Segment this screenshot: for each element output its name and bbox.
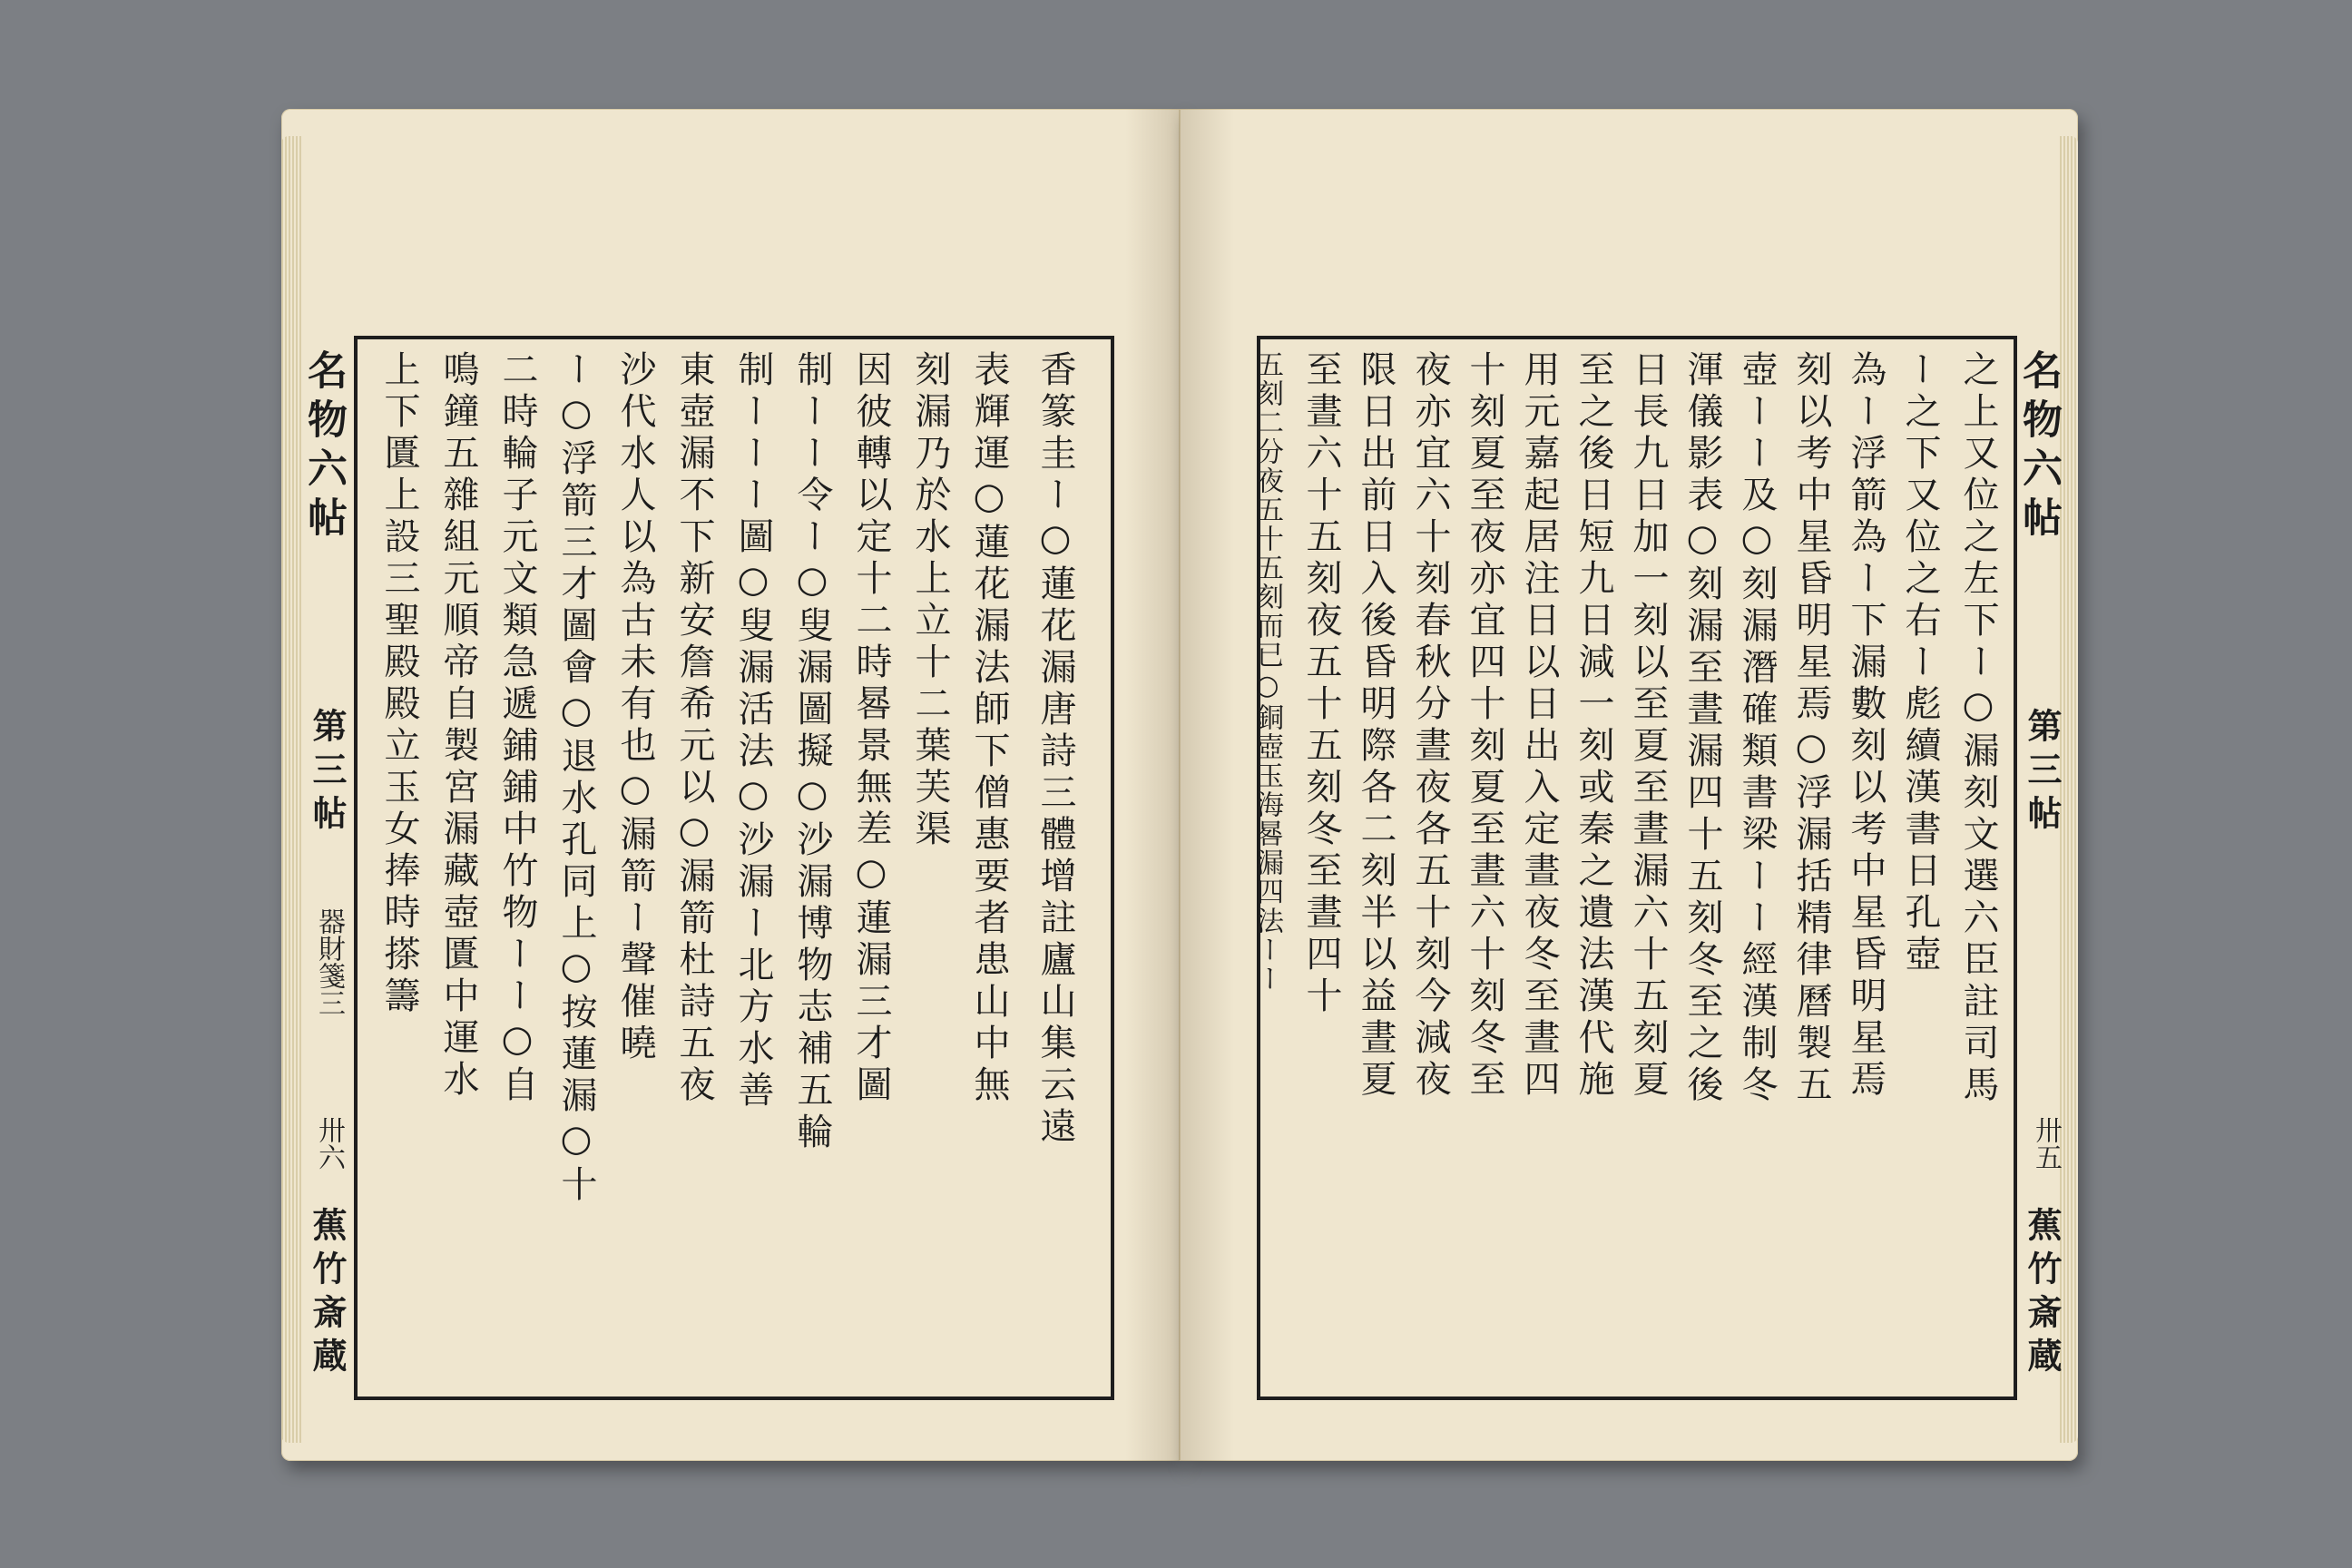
left-column-12: 上下匱上設三聖殿殿立玉女捧時搽籌 <box>378 350 420 1018</box>
left-column-4: 因彼轉以定十二時晷景無差○蓮漏三才圖 <box>850 350 892 1107</box>
right-folio-number: 卅五 <box>2030 1116 2062 1171</box>
right-margin-title: 名物六帖 <box>2015 349 2062 545</box>
right-gutter-shadow <box>1180 109 1234 1461</box>
left-page <box>281 109 1180 1461</box>
right-column-9: 用元嘉起居注日以日出入定晝夜冬至晝四 <box>1518 350 1560 1102</box>
left-chapter-label: 器財箋三 <box>313 907 345 1016</box>
right-column-4: 刻以考中星昏明星焉○浮漏括精律曆製五 <box>1790 350 1832 1107</box>
right-column-8: 至之後日短九日減一刻或秦之遺法漢代施 <box>1573 350 1614 1102</box>
right-column-12: 限日出前日入後昏明際各二刻半以益晝夏 <box>1355 350 1396 1102</box>
right-column-6: 渾儀影表○刻漏至晝漏四十五刻冬至之後 <box>1681 350 1723 1107</box>
left-column-6: 制ーーー圖○叟漏活法○沙漏ー北方水善 <box>732 350 774 1112</box>
right-column-2: ー之下又位之右ー彪續漢書日孔壺 <box>1899 350 1941 976</box>
left-column-10: 二時輪子元文類急遞鋪鋪中竹物ーー○自 <box>496 350 538 1107</box>
right-column-1: 之上又位之左下ー○漏刻文選六臣註司馬 <box>1957 350 1999 1107</box>
open-book <box>263 91 2105 1479</box>
right-page <box>1180 109 2078 1461</box>
right-column-5: 壺ーー及○刻漏潛確類書梁ーー經漢制冬 <box>1736 350 1778 1107</box>
right-text-frame <box>1251 336 2017 1400</box>
left-page-edge <box>281 136 301 1443</box>
right-column-14: 五刻二分夜五十五刻而已○銅壺玉海晷漏四法ーー <box>1251 350 1283 994</box>
right-collection-seal: 蕉竹斎蔵 <box>2022 1207 2063 1381</box>
left-column-8: 沙代水人以為古未有也○漏箭ー聲催曉 <box>614 350 656 1065</box>
left-folio-number: 卅六 <box>313 1116 345 1171</box>
left-collection-seal: 蕉竹斎蔵 <box>307 1207 348 1381</box>
right-column-11: 夜亦宜六十刻春秋分晝夜各五十刻今減夜 <box>1409 350 1451 1102</box>
right-column-3: 為ー浮箭為ー下漏數刻以考中星昏明星焉 <box>1845 350 1886 1102</box>
left-column-11: 鳴鐘五雜組元順帝自製宮漏藏壺匱中運水 <box>437 350 479 1102</box>
left-gutter-shadow <box>1125 109 1180 1461</box>
left-column-3: 刻漏乃於水上立十二葉芙渠 <box>909 350 951 851</box>
left-column-9: ー○浮箭三才圖會○退水孔同上○按蓮漏○十 <box>555 350 597 1207</box>
right-column-7: 日長九日加一刻以至夏至晝漏六十五刻夏 <box>1627 350 1669 1102</box>
left-column-7: 東壺漏不下新安詹希元以○漏箭杜詩五夜 <box>673 350 715 1107</box>
right-margin-section: 第三帖 <box>2022 708 2063 838</box>
left-margin-section: 第三帖 <box>307 708 348 838</box>
left-column-5: 制ーー令ー○叟漏圖擬○沙漏博物志補五輪 <box>791 350 833 1154</box>
left-column-1: 香篆圭ー○蓮花漏唐詩三體增註廬山集云遠 <box>1034 350 1076 1149</box>
left-text-frame <box>354 336 1114 1400</box>
right-column-10: 十刻夏至夜亦宜四十刻夏至晝六十刻冬至 <box>1464 350 1505 1102</box>
left-column-2: 表輝運○蓮花漏法師下僧惠要者患山中無 <box>968 350 1010 1107</box>
left-margin-title: 名物六帖 <box>300 349 347 545</box>
right-column-13: 至晝六十五刻夜五十五刻冬至晝四十 <box>1300 350 1342 1018</box>
